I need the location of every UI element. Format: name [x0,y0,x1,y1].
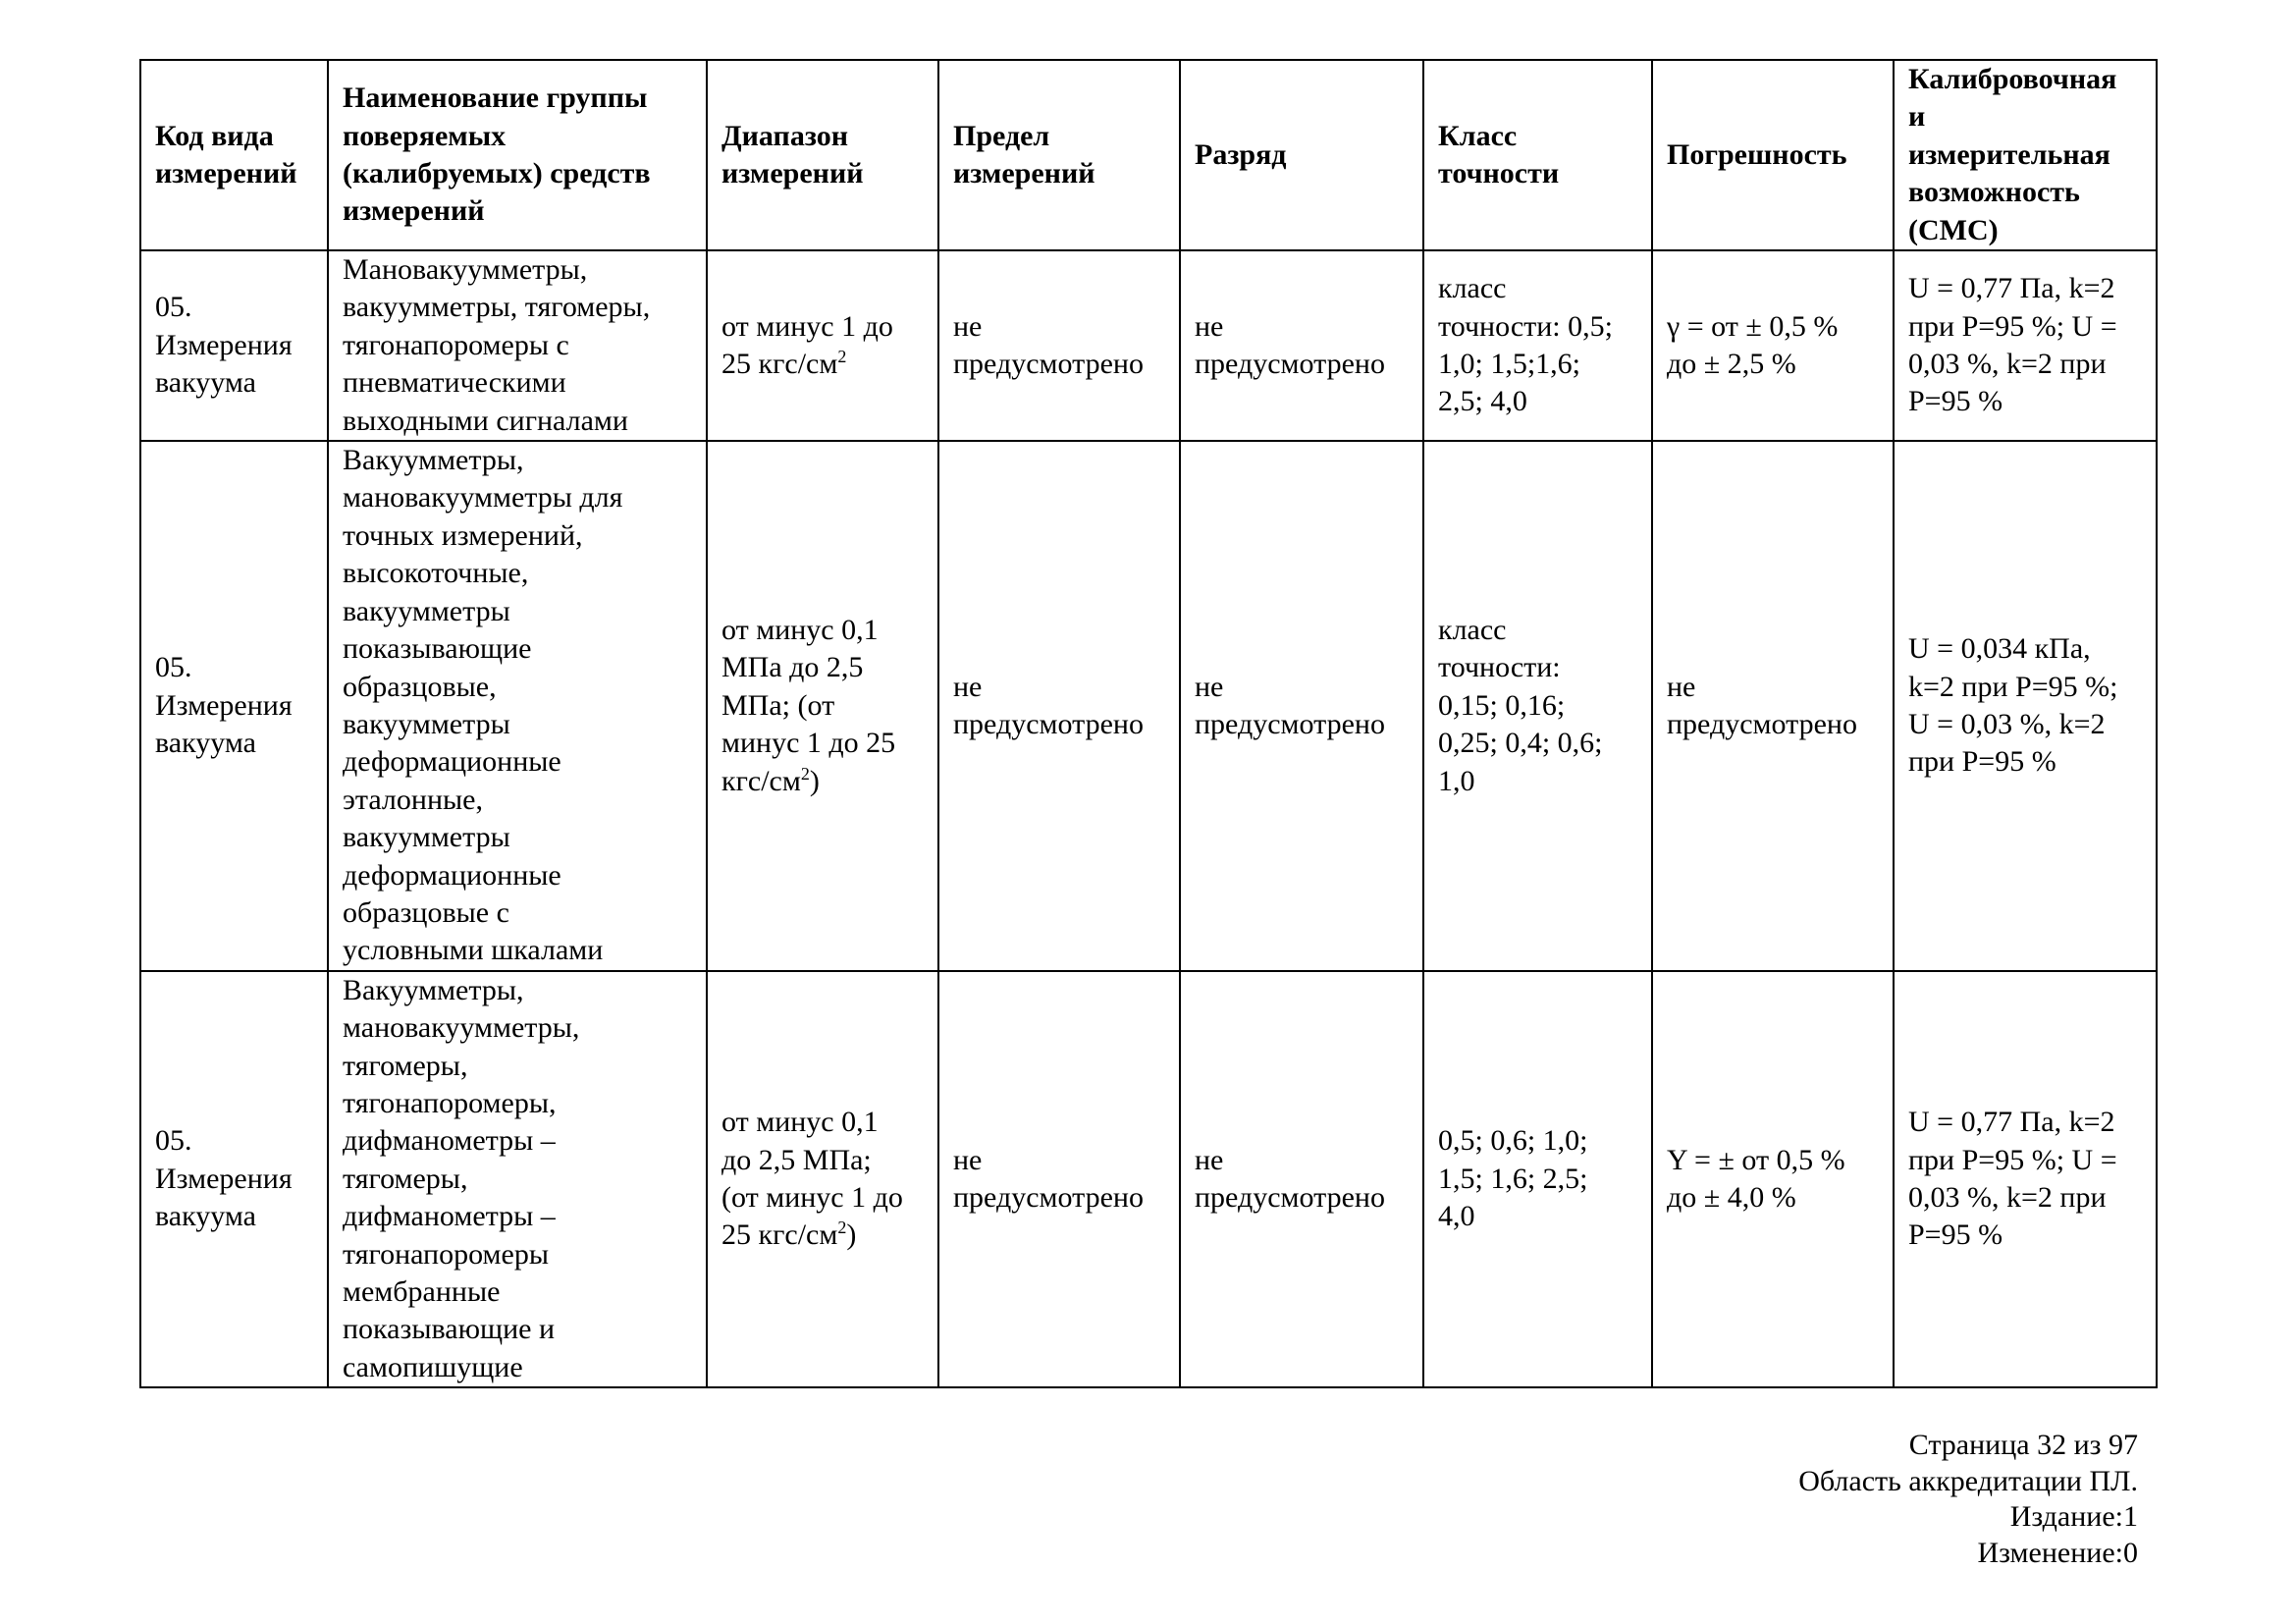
cell-line: до ± 4,0 % [1667,1180,1796,1214]
cell-line: Мановакуумметры, [343,253,588,287]
page-footer [1798,1428,2138,1571]
cell-line: деформационные [343,745,561,779]
cell-line: не [953,309,983,343]
cell-line: Наименование группы [343,81,648,115]
cell-line: Измерения [155,1162,293,1195]
cell-line: до 2,5 МПа; [721,1143,872,1176]
cell-line: Измерения [155,688,293,722]
cell-line: тягомеры, [343,1049,468,1082]
cell-range [707,971,938,1387]
cell-grade [1180,971,1423,1387]
cell-cmc [1894,971,2157,1387]
cell-line: не [953,670,983,703]
cell-line: Вакуумметры, [343,444,524,477]
cell-line: мембранные [343,1275,501,1308]
cell-line: не [1195,309,1224,343]
cell-line: измерительная [1908,137,2110,171]
cell-line: Р=95 % [1908,1218,2003,1252]
cell-grade [1180,441,1423,971]
table-row [140,250,2157,441]
table-header-row [140,60,2157,250]
cell-line: условными шкалами [343,934,604,967]
cell-line: Калибровочная [1908,63,2117,95]
cell-line: кгс/$см^2$) [721,763,820,797]
cell-grade [1180,250,1423,441]
cell-line: предусмотрено [953,348,1144,381]
cell-limit [938,971,1180,1387]
cell-line: дифманометры – [343,1124,556,1158]
cell-code [140,441,328,971]
cell-cmc [1894,441,2157,971]
header-instrument-group [328,60,707,250]
cell-line: U = 0,03 %, k=2 [1908,707,2106,740]
cell-cmc [1894,250,2157,441]
cell-line: от минус 0,1 [721,1106,879,1139]
cell-line: предусмотрено [953,707,1144,740]
cell-line: самопишущие [343,1350,523,1383]
cell-line: k=2 при Р=95 %; [1908,670,2118,703]
cell-line: (СМС) [1908,213,1999,246]
cell-line: вакуума [155,727,256,760]
cell-line: предусмотрено [1195,348,1385,381]
cell-line: при Р=95 % [1908,745,2056,779]
cell-line: Y = ± от 0,5 % [1667,1143,1845,1176]
cell-line: вакуума [155,1200,256,1233]
cell-line: измерений [155,157,297,190]
cell-line: не [953,1143,983,1176]
cell-line: точности: [1438,651,1561,684]
table-row [140,971,2157,1387]
page-number: Страница 32 из 97 [1908,1429,2138,1461]
cell-line: точных измерений, [343,518,583,552]
cell-line: 05. [155,651,192,684]
cell-line: точности [1438,157,1560,190]
cell-line: мановакуумметры для [343,481,623,514]
cell-line: класс [1438,613,1507,646]
cell-line: 0,03 %, k=2 при [1908,1180,2107,1214]
cell-range [707,441,938,971]
cell-line: точности: 0,5; [1438,309,1613,343]
cell-line: Р=95 % [1908,385,2003,418]
cell-line: МПа до 2,5 [721,651,864,684]
cell-line: мановакуумметры, [343,1011,580,1045]
cell-line: измерений [953,157,1095,190]
cell-line: показывающие и [343,1313,556,1346]
cell-line: и [1908,100,1926,134]
cell-code [140,971,328,1387]
cell-line: дифманометры – [343,1200,556,1233]
cell-line: Код вида [155,119,274,152]
cell-line: 1,5; 1,6; 2,5; [1438,1162,1588,1195]
cell-line: Разряд [1195,137,1287,171]
cell-line: тягонапоромеры, [343,1086,557,1119]
cell-error [1652,971,1894,1387]
accreditation-scope-label: Область аккредитации ПЛ. [1798,1464,2138,1497]
cell-line: тягонапоромеры с [343,328,569,361]
cell-line: 2,5; 4,0 [1438,385,1527,418]
header-cmc [1894,60,2157,250]
edition-label: Издание:1 [2009,1500,2138,1533]
cell-line: предусмотрено [1667,707,1857,740]
cell-line: Измерения [155,328,293,361]
cell-line: 1,0 [1438,764,1475,797]
cell-line: 4,0 [1438,1200,1475,1233]
cell-name [328,250,707,441]
cell-line: предусмотрено [953,1180,1144,1214]
cell-line: вакуумметры [343,821,510,854]
header-measurement-range [707,60,938,250]
cell-line: γ = от ± 0,5 % [1667,309,1839,343]
cell-code [140,250,328,441]
cell-line: предусмотрено [1195,1180,1385,1214]
cell-line: тягонапоромеры [343,1237,549,1271]
cell-name [328,971,707,1387]
cell-limit [938,250,1180,441]
cell-line: возможность [1908,176,2080,209]
cell-line: 0,25; 0,4; 0,6; [1438,727,1603,760]
header-measurement-code [140,60,328,250]
cell-line: до ± 2,5 % [1667,348,1796,381]
revision-label: Изменение:0 [1977,1536,2138,1569]
cell-line: U = 0,034 кПа, [1908,632,2091,666]
cell-line: U = 0,77 Па, k=2 [1908,272,2115,305]
accreditation-scope-table [139,59,2158,1388]
cell-line: от минус 1 до [721,309,893,343]
cell-error [1652,441,1894,971]
cell-line: эталонные, [343,783,483,816]
cell-line: 0,5; 0,6; 1,0; [1438,1124,1588,1158]
cell-range [707,250,938,441]
cell-line: пневматическими [343,366,566,400]
cell-line: 05. [155,291,192,324]
cell-line: 1,0; 1,5;1,6; [1438,348,1581,381]
header-accuracy-class [1423,60,1652,250]
cell-line: Класс [1438,119,1518,152]
cell-line: МПа; (от [721,688,835,722]
cell-line: не [1667,670,1696,703]
cell-line: при Р=95 %; U = [1908,1143,2117,1176]
cell-line: высокоточные, [343,557,529,590]
header-measurement-limit [938,60,1180,250]
header-grade [1180,60,1423,250]
cell-line: класс [1438,272,1507,305]
cell-line: предусмотрено [1195,707,1385,740]
cell-line: образцовые с [343,895,509,929]
cell-line: поверяемых [343,119,507,152]
cell-line: Погрешность [1667,137,1847,171]
cell-line: тягомеры, [343,1162,468,1195]
cell-line: измерений [721,157,864,190]
cell-accuracy-class [1423,441,1652,971]
cell-line: не [1195,1143,1224,1176]
cell-line: вакуумметры, тягомеры, [343,291,651,324]
cell-line: показывающие [343,632,532,666]
cell-line: Предел [953,119,1050,152]
cell-line: Вакуумметры, [343,973,524,1006]
cell-line: 25 кгс/$см^2$) [721,1218,857,1252]
cell-line: измерений [343,194,485,228]
cell-line: выходными сигналами [343,404,628,437]
cell-error [1652,250,1894,441]
cell-line: 05. [155,1124,192,1158]
cell-line: (от минус 1 до [721,1180,903,1214]
cell-name [328,441,707,971]
cell-line: (калибруемых) средств [343,157,651,190]
cell-line: при Р=95 %; U = [1908,309,2117,343]
cell-limit [938,441,1180,971]
cell-accuracy-class [1423,971,1652,1387]
cell-line: Диапазон [721,119,848,152]
cell-line: 25 кгс/$см^2$ [721,347,847,381]
table-row [140,441,2157,971]
cell-line: вакуумметры [343,707,510,740]
cell-line: 0,03 %, k=2 при [1908,348,2107,381]
cell-accuracy-class [1423,250,1652,441]
header-error [1652,60,1894,250]
cell-line: от минус 0,1 [721,613,879,646]
cell-line: вакуумметры [343,594,510,627]
cell-line: U = 0,77 Па, k=2 [1908,1106,2115,1139]
cell-line: не [1195,670,1224,703]
cell-line: минус 1 до 25 [721,727,896,760]
cell-line: вакуума [155,366,256,400]
cell-line: образцовые, [343,670,497,703]
cell-line: деформационные [343,858,561,892]
cell-line: 0,15; 0,16; [1438,688,1566,722]
